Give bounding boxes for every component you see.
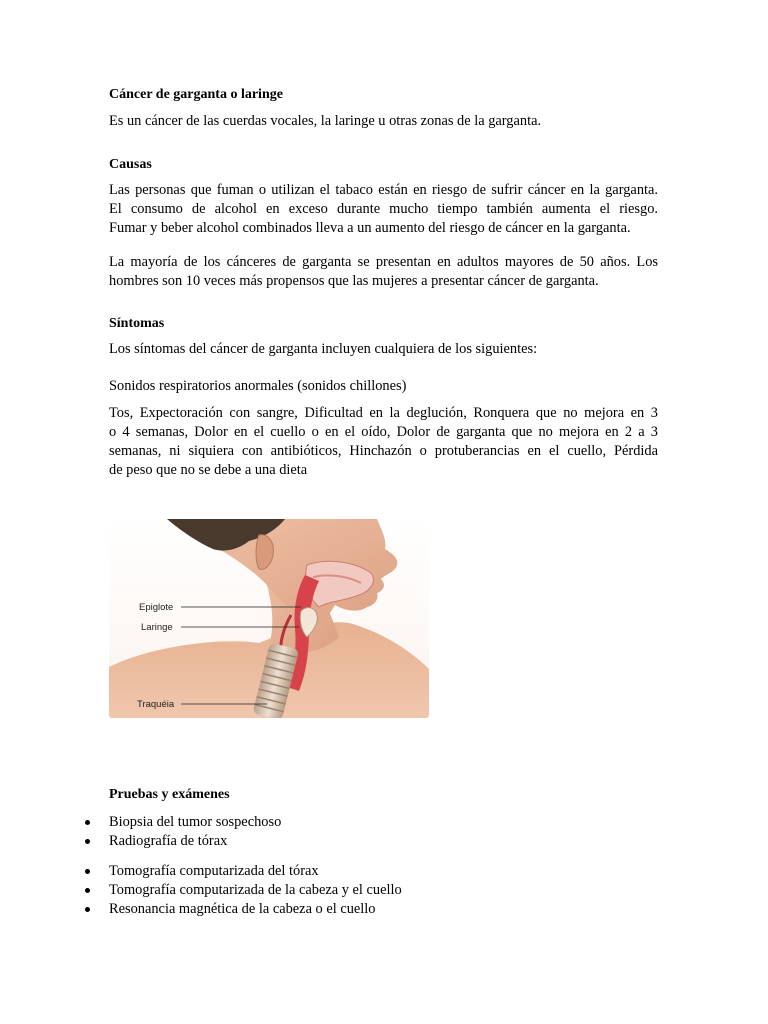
list-item-text: Tomografía computarizada del tórax [109,863,319,879]
text-line: La mayoría de los cánceres de garganta se presentan en adultos mayores de 50 años. Los [109,254,658,270]
sintomas-paragraph-3 [109,404,658,480]
bullet-icon [85,888,90,893]
document-title: Cáncer de garganta o laringe [109,87,283,102]
list-item [109,900,402,919]
causas-heading: Causas [109,157,152,172]
intro-paragraph: Es un cáncer de las cuerdas vocales, la laringe u otras zonas de la garganta. [109,113,542,129]
list-item-text: Biopsia del tumor sospechoso [109,814,282,830]
causas-paragraph-2 [109,253,658,291]
causas-paragraph-1 [109,181,658,238]
list-item [109,881,402,900]
text-line: o 4 semanas, Dolor en el cuello o en el oído, Dolor de garganta que no mejora en 2 a 3 [109,424,658,440]
bullet-icon [85,820,90,825]
text-line: de peso que no se debe a una dieta [109,462,308,478]
sintomas-paragraph-1: Los síntomas del cáncer de garganta incluyen cualquiera de los siguientes: [109,341,538,357]
epiglote-label: Epiglote [139,602,174,613]
text-line: El consumo de alcohol en exceso durante mucho tiempo también aumenta el riesgo. [109,201,658,217]
bullet-icon [85,839,90,844]
traquea-label: Traquéia [137,699,175,710]
text-line: Las personas que fuman o utilizan el tabaco están en riesgo de sufrir cáncer en la garganta. [109,182,658,198]
list-item-text: Resonancia magnética de la cabeza o el cuello [109,901,376,917]
pruebas-list-2 [109,862,402,919]
bullet-icon [85,907,90,912]
list-item [109,832,281,851]
throat-anatomy-illustration [109,519,429,718]
pruebas-list-1 [109,813,281,851]
list-item [109,862,402,881]
text-line: Tos, Expectoración con sangre, Dificultad en la deglución, Ronquera que no mejora en 3 [109,405,658,421]
text-line: Fumar y beber alcohol combinados lleva a un aumento del riesgo de cáncer en la garganta. [109,220,631,236]
sintomas-heading: Síntomas [109,316,165,331]
pruebas-heading: Pruebas y exámenes [109,787,230,802]
text-line: semanas, ni siquiera con antibióticos, Hinchazón o protuberancias en el cuello, Pérdida [109,443,658,459]
list-item [109,813,281,832]
sintomas-paragraph-2: Sonidos respiratorios anormales (sonidos chillones) [109,378,407,394]
text-line: hombres son 10 veces más propensos que las mujeres a presentar cáncer de garganta. [109,273,599,289]
bullet-icon [85,869,90,874]
list-item-text: Radiografía de tórax [109,833,228,849]
anatomy-svg [109,519,429,718]
laringe-label: Laringe [141,622,173,633]
list-item-text: Tomografía computarizada de la cabeza y el cuello [109,882,402,898]
